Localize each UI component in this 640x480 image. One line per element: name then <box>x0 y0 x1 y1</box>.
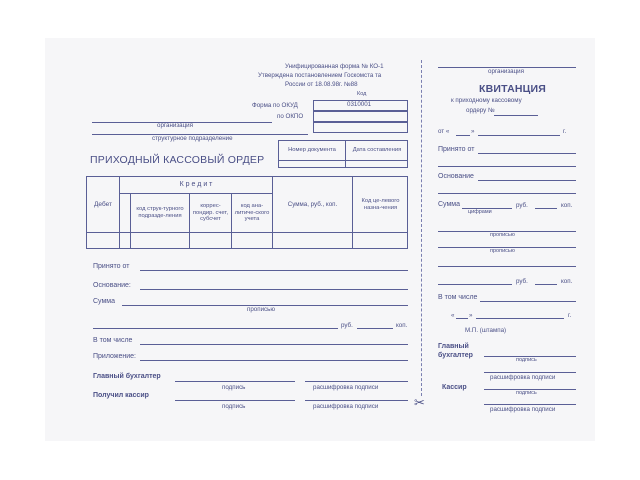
organization-label: организация <box>157 122 193 129</box>
okpo-label: по ОКПО <box>277 113 304 120</box>
receipt-words-line-3[interactable] <box>438 266 576 267</box>
receipt-in-words-label-2: прописью <box>490 248 515 254</box>
analytic-code-header: код ана-литиче-ского учета <box>234 203 270 223</box>
cashier-decoding-label: расшифровка подписи <box>313 403 379 410</box>
receipt-kop-label-2: коп. <box>561 278 573 285</box>
cashier-signature-line[interactable] <box>175 400 295 401</box>
department-label: структурное подразделение <box>152 135 233 142</box>
receipt-stamp-label: М.П. (штампа) <box>465 327 507 334</box>
receipt-rub-line-2[interactable] <box>438 284 512 285</box>
receipt-day-line-2[interactable] <box>456 318 468 319</box>
receipt-including-label: В том числе <box>438 294 478 301</box>
receipt-rub-label: руб. <box>516 202 528 209</box>
receipt-number-line[interactable] <box>494 115 538 116</box>
doc-date-header: Дата составления <box>352 147 402 154</box>
including-label: В том числе <box>93 337 133 344</box>
sum-line-2[interactable] <box>93 328 338 329</box>
kod-label: Код <box>357 91 367 97</box>
sum-label: Сумма <box>93 298 115 305</box>
receipt-quote-close: » <box>471 128 475 135</box>
receipt-chief-signature-label: подпись <box>516 357 537 363</box>
receipt-digits-label: цифрами <box>468 209 492 215</box>
credit-header: К р е д и т <box>179 180 213 188</box>
okud-label: Форма по ОКУД <box>252 102 298 109</box>
receipt-org-label: организация <box>488 68 524 75</box>
sum-header: Сумма, руб., коп. <box>287 200 338 208</box>
receipt-basis-line-2[interactable] <box>438 193 576 194</box>
rub-label: руб. <box>341 322 353 329</box>
chief-decoding-label: расшифровка подписи <box>313 384 379 391</box>
target-code-header: Код це-левого назна-чения <box>361 197 400 211</box>
received-from-label: Принято от <box>93 263 130 270</box>
basis-line[interactable] <box>140 289 408 290</box>
received-from-line[interactable] <box>140 270 408 271</box>
okud-value: 0310001 <box>347 101 372 108</box>
corr-account-header: коррес-пондир. счет, субсчет <box>192 203 229 223</box>
receipt-year-label-2: г. <box>568 312 572 319</box>
cashier-signature-label: подпись <box>222 403 246 410</box>
receipt-basis-line[interactable] <box>478 180 576 181</box>
receipt-month-line[interactable] <box>478 135 560 136</box>
receipt-rub-label-2: руб. <box>516 278 528 285</box>
attachment-label: Приложение: <box>93 353 137 360</box>
receipt-basis-label: Основание <box>438 173 474 180</box>
receipt-month-line-2[interactable] <box>476 318 564 319</box>
receipt-chief-label-2: бухгалтер <box>438 352 473 359</box>
receipt-quote-open: « <box>451 312 455 319</box>
scissors-icon: ✂ <box>414 395 425 410</box>
receipt-day-line[interactable] <box>456 135 470 136</box>
form-approval-line2: Утверждена постановлением Госкомста та <box>258 72 382 79</box>
receipt-cashier-label: Кассир <box>442 384 467 391</box>
receipt-cashier-decoding-line[interactable] <box>484 404 576 405</box>
receipt-including-line[interactable] <box>480 301 576 302</box>
attachment-line[interactable] <box>140 360 408 361</box>
receipt-subtitle-2: ордеру № <box>466 107 495 114</box>
receipt-year-label: г. <box>563 128 567 135</box>
kop-line[interactable] <box>357 328 393 329</box>
form-approval-line3: России от 18.08.98г. №88 <box>285 81 358 88</box>
okpo-box <box>313 111 408 122</box>
okpo-box-2 <box>313 122 408 133</box>
cashier-received-label: Получил кассир <box>93 392 149 399</box>
doc-number-header: Номер документа <box>288 147 336 154</box>
receipt-chief-label-1: Главный <box>438 343 469 350</box>
receipt-cashier-signature-label: подпись <box>516 390 537 396</box>
receipt-chief-decoding-label: расшифровка подписи <box>490 374 556 381</box>
receipt-received-line-2[interactable] <box>438 166 576 167</box>
receipt-received-line[interactable] <box>478 153 576 154</box>
receipt-subtitle-1: к приходному кассовому <box>451 97 522 104</box>
document-title: ПРИХОДНЫЙ КАССОВЫЙ ОРДЕР <box>90 154 265 166</box>
receipt-in-words-label-1: прописью <box>490 232 515 238</box>
receipt-kop-line[interactable] <box>535 208 557 209</box>
basis-label: Основание: <box>93 282 131 289</box>
receipt-kop-line-2[interactable] <box>535 284 557 285</box>
form-code-line1: Унифицированная форма № КО-1 <box>285 63 384 70</box>
including-line[interactable] <box>140 344 408 345</box>
debit-header: Дебет <box>94 200 112 208</box>
chief-decoding-line[interactable] <box>305 381 408 382</box>
cashier-decoding-line[interactable] <box>305 400 408 401</box>
receipt-sum-label: Сумма <box>438 201 460 208</box>
receipt-kop-label: коп. <box>561 202 573 209</box>
receipt-quote-close-2: » <box>469 312 473 319</box>
receipt-cashier-decoding-label: расшифровка подписи <box>490 406 556 413</box>
chief-signature-label: подпись <box>222 384 246 391</box>
receipt-received-from-label: Принято от <box>438 146 475 153</box>
receipt-title: КВИТАНЦИЯ <box>479 83 547 95</box>
struct-unit-header: код струк-турного подразде-ления <box>136 206 184 219</box>
receipt-chief-decoding-line[interactable] <box>484 372 576 373</box>
cut-line <box>421 60 422 396</box>
chief-accountant-label: Главный бухгалтер <box>93 373 161 380</box>
kop-label: коп. <box>396 322 408 329</box>
receipt-from-label: от « <box>438 128 450 135</box>
sum-in-words-label: прописью <box>247 306 275 313</box>
chief-signature-line[interactable] <box>175 381 295 382</box>
